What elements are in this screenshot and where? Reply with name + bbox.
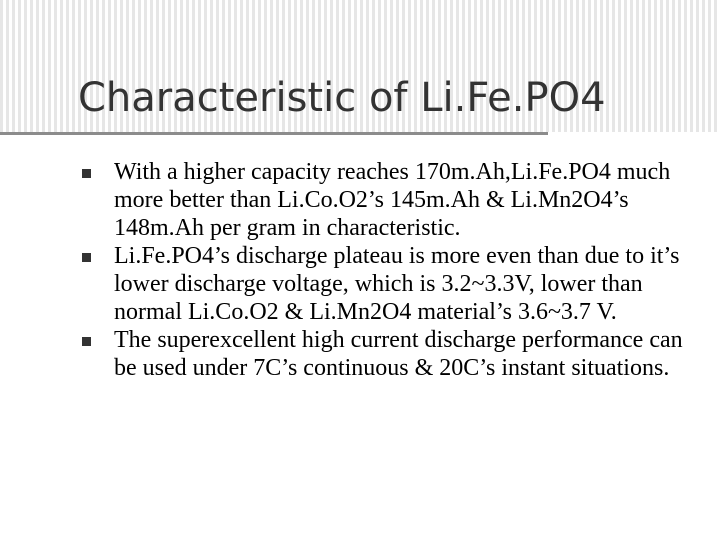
bullet-item-2 [82,242,702,326]
bullet-list [82,158,702,382]
bullet-text-1: With a higher capacity reaches 170m.Ah,Li.Fe.PO4 much more better than Li.Co.O2’s 145m.Ah & Li.Mn2O4’s 148m.Ah per gram in characteristic. [114,159,671,241]
square-bullet-icon [82,169,91,178]
bullet-item-3 [82,326,702,382]
bullet-text-3: The superexcellent high current discharge performance can be used under 7C’s continuous & 20C’s instant situations. [114,327,683,381]
bullet-item-1 [82,158,702,242]
bullet-text-2: Li.Fe.PO4’s discharge plateau is more even than due to it’s lower discharge voltage, which is 3.2~3.3V, lower than normal Li.Co.O2 & Li.Mn2O4 material’s 3.6~3.7 V. [114,243,680,325]
square-bullet-icon [82,337,91,346]
square-bullet-icon [82,253,91,262]
slide-title: Characteristic of Li.Fe.PO4 [78,75,606,121]
title-underline [0,132,548,135]
